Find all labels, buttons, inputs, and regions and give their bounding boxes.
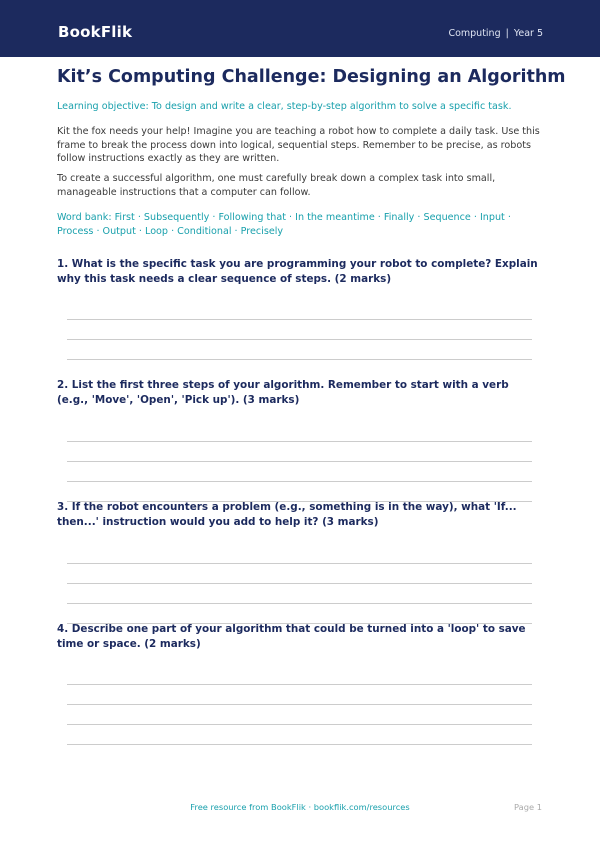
answer-line[interactable] bbox=[67, 623, 532, 624]
answer-line[interactable] bbox=[67, 339, 532, 340]
subject-label: Computing bbox=[448, 28, 501, 39]
page-number: Page 1 bbox=[513, 802, 542, 812]
header-bar bbox=[0, 0, 600, 57]
meta-separator: | bbox=[505, 28, 509, 39]
answer-line[interactable] bbox=[67, 441, 532, 442]
header-meta bbox=[448, 28, 543, 39]
answer-line[interactable] bbox=[67, 319, 532, 320]
brand-logo: BookFlik bbox=[58, 23, 133, 41]
intro-paragraph-2: To create a successful algorithm, one must carefully break down a complex task into small, manageable instructions that a computer can follow. bbox=[57, 173, 496, 198]
answer-line[interactable] bbox=[67, 684, 532, 685]
answer-line[interactable] bbox=[67, 704, 532, 705]
answer-line[interactable] bbox=[67, 461, 532, 462]
page-title: Kit’s Computing Challenge: Designing an Algorithm bbox=[57, 67, 566, 87]
intro-paragraph-1: Kit the fox needs your help! Imagine you are teaching a robot how to complete a daily task. Use this frame to break the process down into logical, sequential steps. Remember to be precise, as robots follow instructions exactly as they are written. bbox=[57, 126, 540, 165]
answer-line[interactable] bbox=[67, 744, 532, 745]
answer-line[interactable] bbox=[67, 583, 532, 584]
learning-objective: Learning objective: To design and write a clear, step-by-step algorithm to solve a specific task. bbox=[57, 101, 512, 112]
answer-line[interactable] bbox=[67, 481, 532, 482]
answer-line[interactable] bbox=[67, 501, 532, 502]
question-1: 1. What is the specific task you are programming your robot to complete? Explain why this task needs a clear sequence of steps. (2 marks) bbox=[57, 258, 538, 285]
question-3: 3. If the robot encounters a problem (e.g., something is in the way), what 'If... then...' instruction would you add to help it? (3 marks) bbox=[57, 501, 517, 528]
answer-line[interactable] bbox=[67, 359, 532, 360]
question-4: 4. Describe one part of your algorithm that could be turned into a 'loop' to save time or space. (2 marks) bbox=[57, 623, 526, 650]
answer-line[interactable] bbox=[67, 603, 532, 604]
year-label: Year 5 bbox=[513, 28, 543, 39]
footer-text: Free resource from BookFlik · bookflik.com/resources bbox=[190, 802, 410, 812]
answer-line[interactable] bbox=[67, 563, 532, 564]
word-bank: Word bank: First · Subsequently · Following that · In the meantime · Finally · Sequence · Input · Process · Output · Loop · Conditional · Precisely bbox=[57, 212, 511, 237]
answer-line[interactable] bbox=[67, 724, 532, 725]
question-2: 2. List the first three steps of your algorithm. Remember to start with a verb (e.g., 'Move', 'Open', 'Pick up'). (3 marks) bbox=[57, 379, 509, 406]
